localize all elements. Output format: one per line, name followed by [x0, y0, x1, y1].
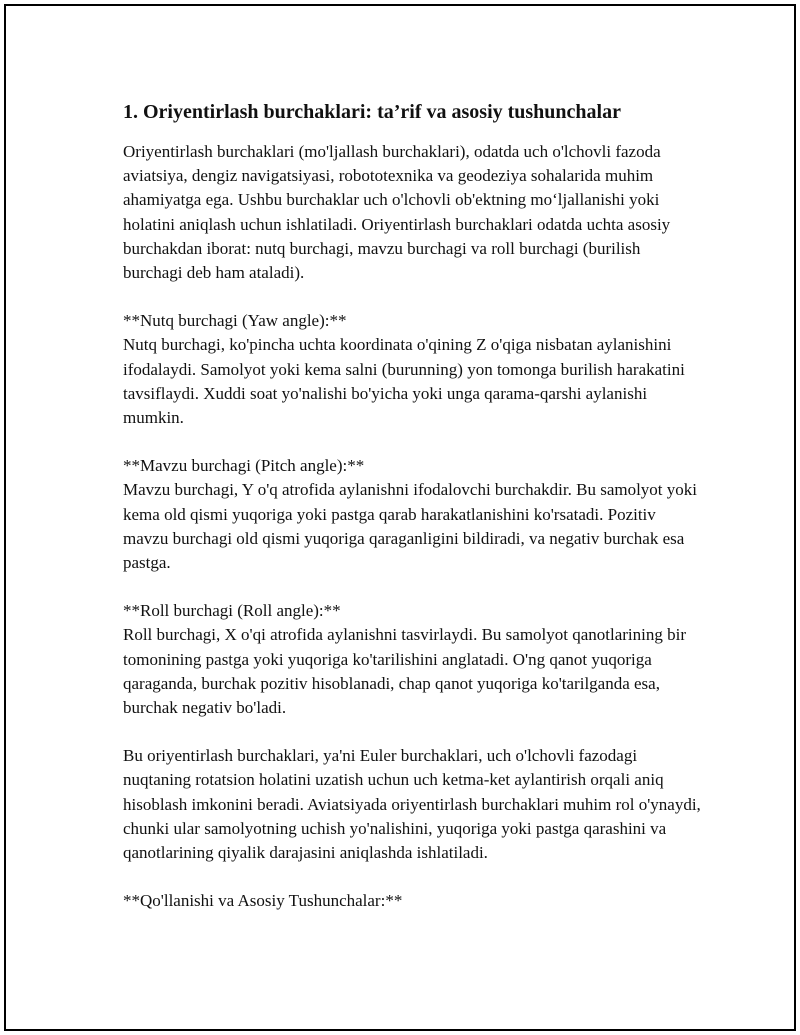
- page-frame: [4, 4, 796, 1031]
- section-yaw: [123, 309, 703, 430]
- section-heading-pitch: **Mavzu burchagi (Pitch angle):**: [123, 456, 365, 476]
- closing-heading: **Qo'llanishi va Asosiy Tushunchalar:**: [123, 891, 403, 911]
- intro-paragraph: Oriyentirlash burchaklari (mo'ljallash burchaklari), odatda uch o'lchovli fazoda aviatsiya, dengiz navigatsiyasi, robototexnika va geodeziya sohalarida muhim ahamiyatga ega. Ushbu burchaklar uch o'lchovli ob'ektning mo‘ljallanishi yoki holatini aniqlash uchun ishlatiladi. Oriyentirlash burchaklari odatda uchta asosiy burchakdan iborat: nutq burchagi, mavzu burchagi va roll burchagi (burilish burchagi deb ham ataladi).: [123, 142, 671, 283]
- section-heading-yaw: **Nutq burchagi (Yaw angle):**: [123, 311, 347, 331]
- section-body-pitch: Mavzu burchagi, Y o'q atrofida aylanishni ifodalovchi burchakdir. Bu samolyot yoki kema old qismi yuqoriga yoki pastga qarab harakatlanishini ko'rsatadi. Pozitiv mavzu burchagi old qismi yuqoriga qaraganligini bildiradi, va negativ burchak esa pastga.: [123, 480, 698, 573]
- section-heading-roll: **Roll burchagi (Roll angle):**: [123, 601, 341, 621]
- section-body-yaw: Nutq burchagi, ko'pincha uchta koordinata o'qining Z o'qiga nisbatan aylanishini ifodalaydi. Samolyot yoki kema salni (burunning) yon tomonga burilish harakatini tavsiflaydi. Xuddi soat yo'nalishi bo'yicha yoki unga qarama-qarshi aylanishi mumkin.: [123, 335, 685, 428]
- section-pitch: [123, 454, 703, 575]
- section-body-roll: Roll burchagi, X o'qi atrofida aylanishni tasvirlaydi. Bu samolyot qanotlarining bir tomonining pastga yoki yuqoriga ko'tarilishini anglatadi. O'ng qanot yuqoriga qaraganda, burchak pozitiv hisoblanadi, chap qanot yuqoriga ko'tarilganda esa, burchak negativ bo'ladi.: [123, 625, 687, 718]
- summary-paragraph: Bu oriyentirlash burchaklari, ya'ni Euler burchaklari, uch o'lchovli fazodagi nuqtaning rotatsion holatini uzatish uchun uch ketma-ket aylantirish orqali aniq hisoblash imkonini beradi. Aviatsiyada oriyentirlash burchaklari muhim rol o'ynaydi, chunki ular samolyotning uchish yo'nalishini, yuqoriga yoki pastga qarashini va qanotlarining qiyalik darajasini aniqlashda ishlatiladi.: [123, 746, 701, 863]
- document-content: [123, 98, 703, 913]
- document-title: 1. Oriyentirlash burchaklari: ta’rif va asosiy tushunchalar: [123, 101, 621, 123]
- section-roll: [123, 599, 703, 720]
